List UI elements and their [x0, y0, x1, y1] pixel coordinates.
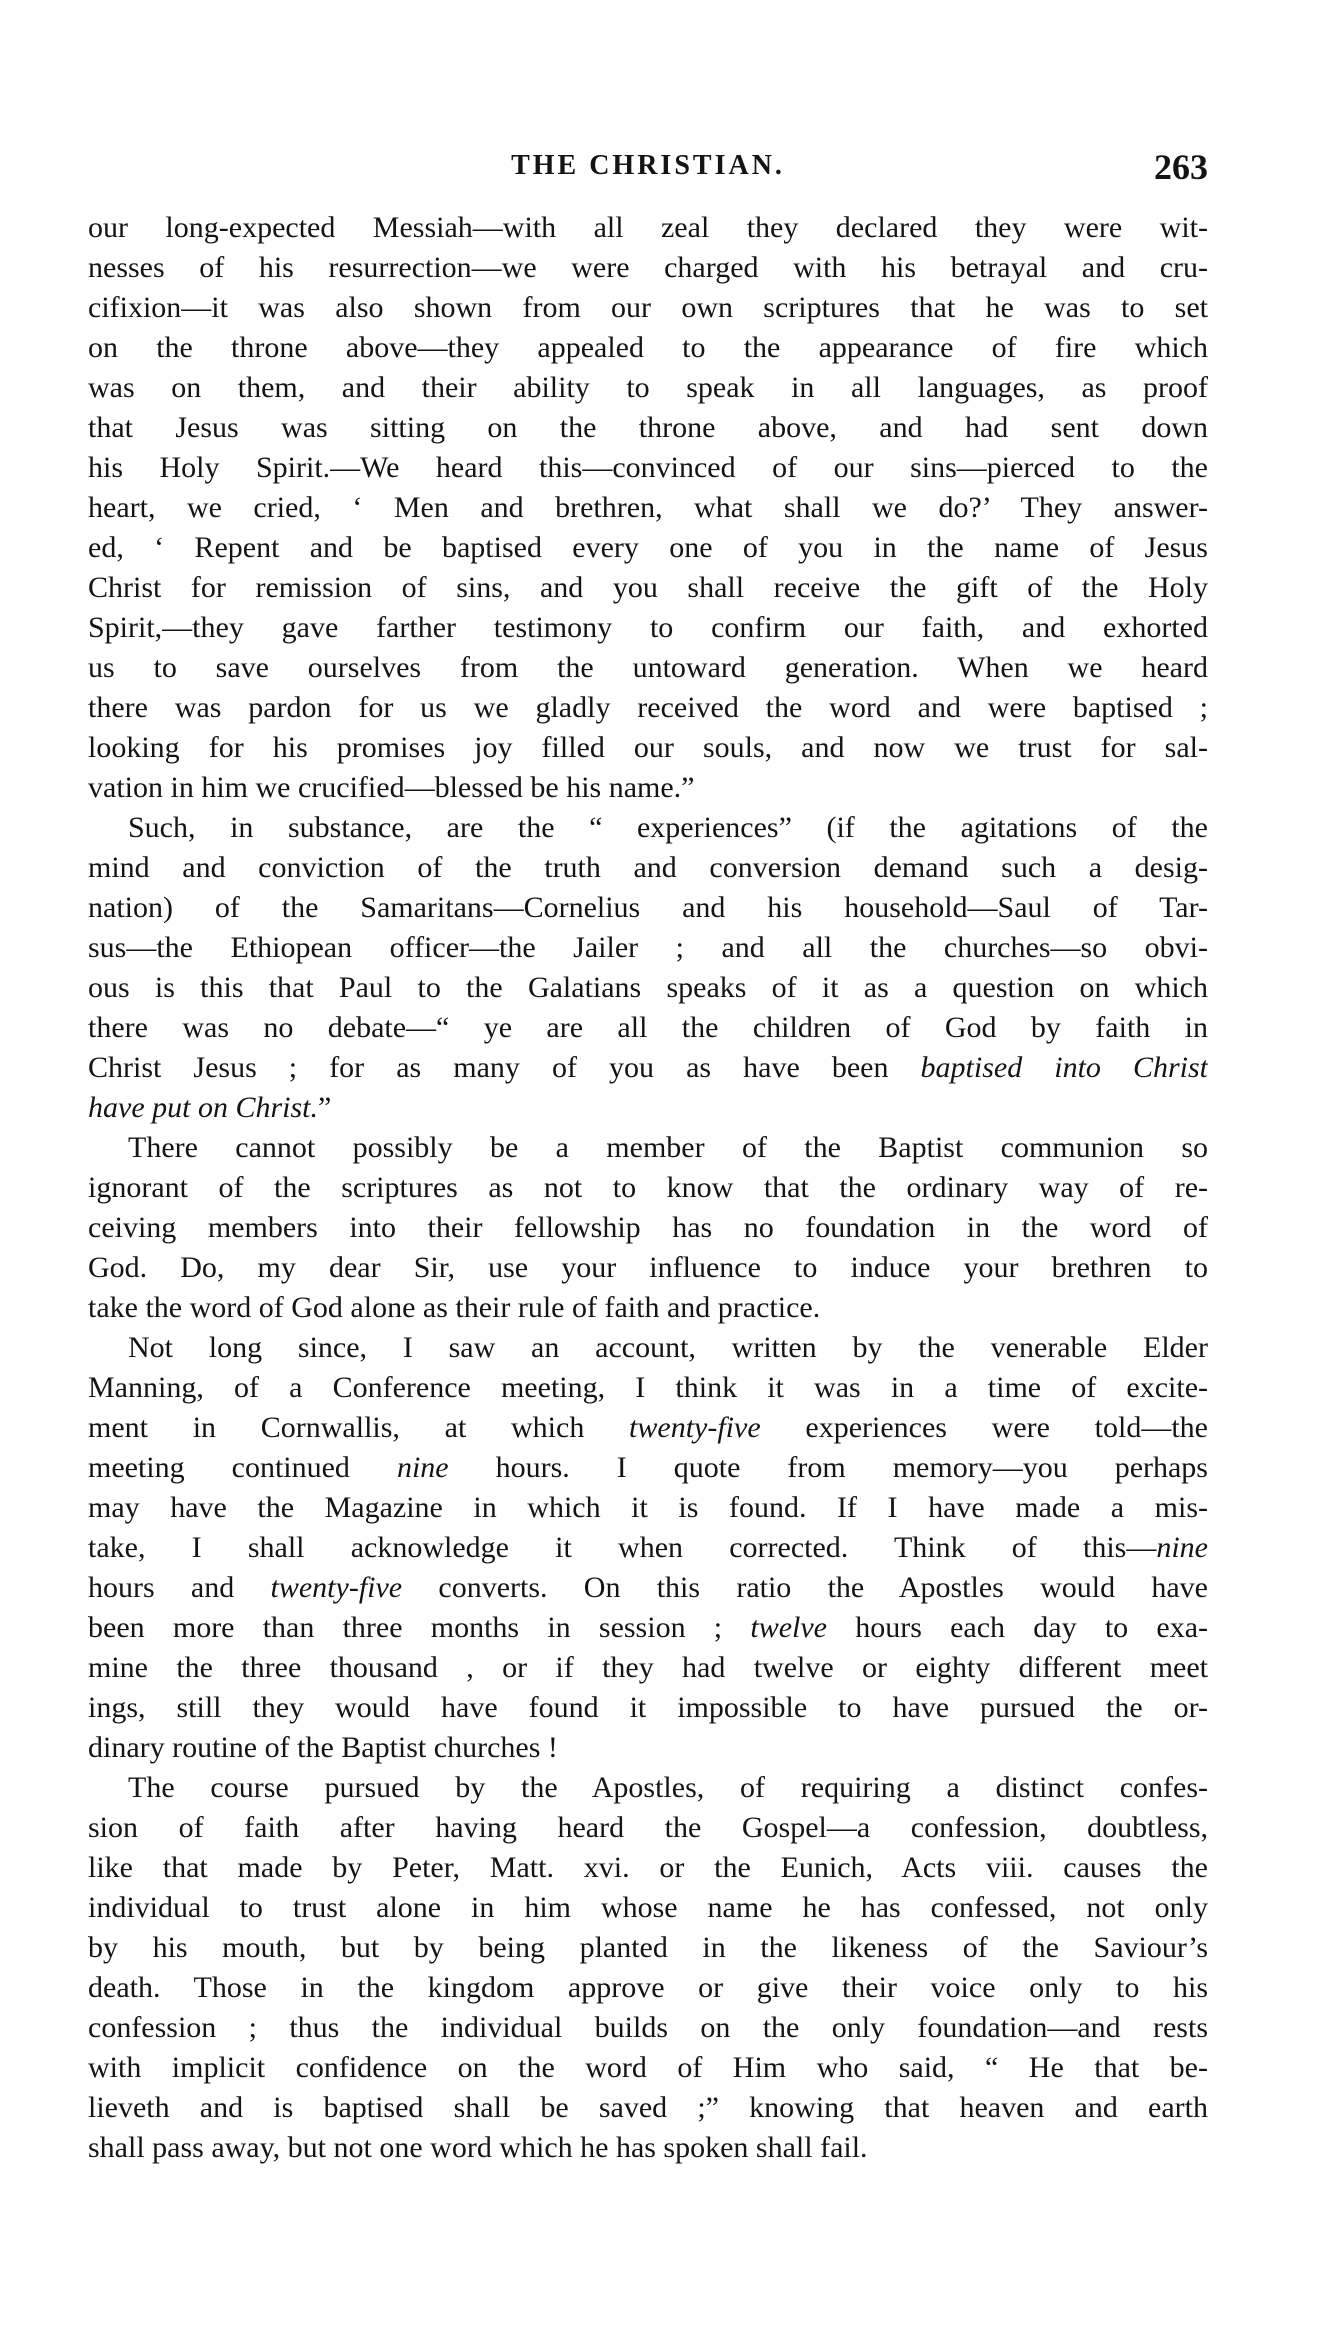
italic-text: nine [396, 1451, 449, 1484]
running-title: THE CHRISTIAN. [511, 150, 785, 181]
text-line [88, 928, 1208, 968]
line-text: that Jesus was sitting on the throne above, and had sent down [88, 411, 1208, 444]
line-text: ment in Cornwallis, at which [88, 1411, 630, 1444]
line-text: hours each day to exa- [827, 1611, 1208, 1644]
text-line [88, 1848, 1208, 1888]
line-text: God. Do, my dear Sir, use your influence to induce your brethren to [88, 1251, 1208, 1284]
text-line [88, 2088, 1208, 2128]
line-text: ous is this that Paul to the Galatians speaks of it as a question on which [88, 971, 1208, 1004]
text-line [88, 528, 1208, 568]
text-line [88, 608, 1208, 648]
text-line [88, 448, 1208, 488]
text-line [88, 2128, 1208, 2168]
text-line [88, 248, 1208, 288]
line-text: was on them, and their ability to speak in all languages, as proof [88, 371, 1208, 404]
line-text: Christ Jesus ; for as many of you as have been [88, 1051, 921, 1084]
line-text: shall pass away, but not one word which he has spoken shall fail. [88, 2131, 868, 2164]
line-text: ” [318, 1091, 332, 1124]
text-line [88, 728, 1208, 768]
text-line [88, 1208, 1208, 1248]
line-text: on the throne above—they appealed to the appearance of fire which [88, 331, 1208, 364]
line-text: like that made by Peter, Matt. xvi. or the Eunich, Acts viii. causes the [88, 1851, 1208, 1884]
line-text: mind and conviction of the truth and conversion demand such a desig- [88, 851, 1208, 884]
line-text: there was pardon for us we gladly received the word and were baptised ; [88, 691, 1208, 724]
line-text: Manning, of a Conference meeting, I think it was in a time of excite- [88, 1371, 1208, 1404]
text-line [88, 1088, 1208, 1128]
text-line [88, 328, 1208, 368]
text-line [88, 1808, 1208, 1848]
line-text: his Holy Spirit.—We heard this—convinced of our sins—pierced to the [88, 451, 1208, 484]
line-text: been more than three months in session ; [88, 1611, 751, 1644]
text-line [88, 208, 1208, 248]
line-text: ignorant of the scriptures as not to know that the ordinary way of re- [88, 1171, 1208, 1204]
italic-text: twenty-five [629, 1411, 761, 1444]
line-text: Not long since, I saw an account, written by the venerable Elder [128, 1331, 1208, 1364]
text-line [88, 288, 1208, 328]
text-line [88, 848, 1208, 888]
text-line [88, 1528, 1208, 1568]
text-line [88, 1168, 1208, 1208]
page-number: 263 [1154, 147, 1208, 187]
line-text: take the word of God alone as their rule of faith and practice. [88, 1291, 821, 1324]
text-line [88, 2008, 1208, 2048]
text-line [88, 1928, 1208, 1968]
line-text: may have the Magazine in which it is found. If I have made a mis- [88, 1491, 1208, 1524]
text-line [88, 808, 1208, 848]
text-line [88, 408, 1208, 448]
text-line [88, 1248, 1208, 1288]
text-line [88, 1328, 1208, 1368]
text-line [88, 1368, 1208, 1408]
line-text: converts. On this ratio the Apostles would have [402, 1571, 1208, 1604]
text-line [88, 1648, 1208, 1688]
line-text: cifixion—it was also shown from our own scriptures that he was to set [88, 291, 1208, 324]
line-text: sion of faith after having heard the Gospel—a confession, doubtless, [88, 1811, 1208, 1844]
line-text: with implicit confidence on the word of Him who said, “ He that be- [88, 2051, 1208, 2084]
text-line [88, 1288, 1208, 1328]
text-line [88, 1888, 1208, 1928]
line-text: heart, we cried, ‘ Men and brethren, what shall we do?’ They answer- [88, 491, 1208, 524]
line-text: ceiving members into their fellowship has no foundation in the word of [88, 1211, 1208, 1244]
text-line [88, 888, 1208, 928]
line-text: sus—the Ethiopean officer—the Jailer ; and all the churches—so obvi- [88, 931, 1208, 964]
line-text: confession ; thus the individual builds on the only foundation—and rests [88, 2011, 1208, 2044]
text-line [88, 568, 1208, 608]
line-text: there was no debate—“ ye are all the children of God by faith in [88, 1011, 1208, 1044]
line-text: dinary routine of the Baptist churches ! [88, 1731, 558, 1764]
italic-text: baptised into Christ [920, 1051, 1208, 1084]
line-text: hours and [88, 1571, 271, 1604]
text-line [88, 1608, 1208, 1648]
line-text: take, I shall acknowledge it when corrected. Think of this— [88, 1531, 1157, 1564]
line-text: by his mouth, but by being planted in the likeness of the Saviour’s [88, 1931, 1208, 1964]
italic-text: nine [1156, 1531, 1208, 1564]
line-text: lieveth and is baptised shall be saved ;” knowing that heaven and earth [88, 2091, 1208, 2124]
body-text [88, 208, 1208, 2208]
line-text: ings, still they would have found it impossible to have pursued the or- [88, 1691, 1208, 1724]
italic-text: twenty-five [270, 1571, 403, 1604]
text-line [88, 2048, 1208, 2088]
text-line [88, 1448, 1208, 1488]
line-text: mine the three thousand , or if they had twelve or eighty different meet [88, 1651, 1208, 1684]
text-line [88, 1008, 1208, 1048]
line-text: hours. I quote from memory—you perhaps [448, 1451, 1208, 1484]
text-line [88, 648, 1208, 688]
text-line [88, 1568, 1208, 1608]
text-line [88, 968, 1208, 1008]
line-text: The course pursued by the Apostles, of requiring a distinct confes- [128, 1771, 1208, 1804]
line-text: ed, ‘ Repent and be baptised every one of you in the name of Jesus [88, 531, 1208, 564]
text-line [88, 1128, 1208, 1168]
text-line [88, 1768, 1208, 1808]
text-line [88, 1968, 1208, 2008]
text-line [88, 368, 1208, 408]
text-line [88, 688, 1208, 728]
italic-text: have put on Christ. [88, 1091, 318, 1124]
text-line [88, 768, 1208, 808]
text-line [88, 1048, 1208, 1088]
text-line [88, 488, 1208, 528]
line-text: nesses of his resurrection—we were charged with his betrayal and cru- [88, 251, 1208, 284]
line-text: experiences were told—the [760, 1411, 1208, 1444]
text-line [88, 1688, 1208, 1728]
text-line [88, 1728, 1208, 1768]
line-text: Such, in substance, are the “ experiences” (if the agitations of the [128, 811, 1208, 844]
text-line [88, 1408, 1208, 1448]
line-text: Christ for remission of sins, and you shall receive the gift of the Holy [88, 571, 1208, 604]
line-text: individual to trust alone in him whose name he has confessed, not only [88, 1891, 1208, 1924]
line-text: Spirit,—they gave farther testimony to confirm our faith, and exhorted [88, 611, 1208, 644]
page-header [88, 146, 1208, 190]
line-text: meeting continued [88, 1451, 397, 1484]
text-line [88, 1488, 1208, 1528]
line-text: There cannot possibly be a member of the Baptist communion so [128, 1131, 1208, 1164]
line-text: us to save ourselves from the untoward generation. When we heard [88, 651, 1208, 684]
line-text: vation in him we crucified—blessed be his name.” [88, 771, 695, 804]
line-text: our long-expected Messiah—with all zeal they declared they were wit- [88, 211, 1208, 244]
line-text: death. Those in the kingdom approve or give their voice only to his [88, 1971, 1208, 2004]
line-text: nation) of the Samaritans—Cornelius and his household—Saul of Tar- [88, 891, 1208, 924]
line-text: looking for his promises joy filled our souls, and now we trust for sal- [88, 731, 1208, 764]
italic-text: twelve [750, 1611, 827, 1644]
